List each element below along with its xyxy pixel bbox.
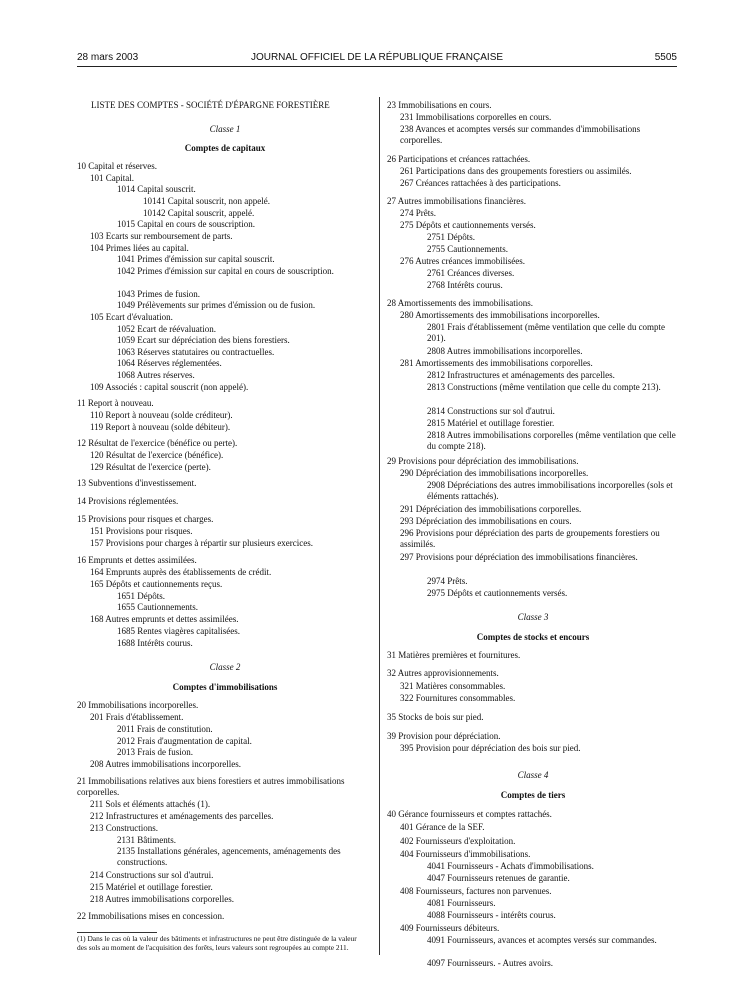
account-275: 275 Dépôts et cautionnements versés. [400,220,536,230]
account-2812: 2812 Infrastructures et aménagements des parcelles. [427,370,615,380]
account-408: 408 Fournisseurs, factures non parvenues. [400,886,552,896]
account-1688: 1688 Intérêts courus. [117,638,193,648]
account-26: 26 Participations et créances rattachées. [387,154,531,164]
account-28: 28 Amortissements des immobilisations. [387,298,533,308]
account-4041: 4041 Fournisseurs - Achats d'immobilisations. [427,861,594,871]
account-1014: 1014 Capital souscrit. [117,184,196,194]
account-1063: 1063 Réserves statutaires ou contractuelles. [117,347,275,357]
account-1651: 1651 Dépôts. [117,591,165,601]
account-1068: 1068 Autres réserves. [117,370,195,380]
account-1052: 1052 Ecart de réévaluation. [117,324,216,334]
account-23: 23 Immobilisations en cours. [387,100,492,110]
account-2751: 2751 Dépôts. [427,232,475,242]
class-1-title: Comptes de capitaux [184,143,266,153]
account-39: 39 Provision pour dépréciation. [387,731,501,741]
account-2975: 2975 Dépôts et cautionnements versés. [427,588,568,598]
account-2974: 2974 Prêts. [427,576,468,586]
account-404: 404 Fournisseurs d'immobilisations. [400,849,531,859]
account-2011: 2011 Frais de constitution. [117,724,213,734]
account-15: 15 Provisions pour risques et charges. [77,514,214,524]
account-211: 211 Sols et éléments attachés (1). [90,799,211,809]
footnote-rule [77,932,157,933]
account-409: 409 Fournisseurs débiteurs. [400,923,500,933]
account-22: 22 Immobilisations mises en concession. [77,911,225,921]
account-4088: 4088 Fournisseurs - intérêts courus. [427,910,556,920]
account-2813: 2813 Constructions (même ventilation que celle du compte 213). [427,382,661,392]
account-281: 281 Amortissements des immobilisations corporelles. [400,358,593,368]
account-40: 40 Gérance fournisseurs et comptes rattachés. [387,809,552,819]
account-21: 21 Immobilisations relatives aux biens forestiers et autres immobilisations corporelles. [77,776,345,797]
account-164: 164 Emprunts auprès des établissements de crédit. [90,567,272,577]
list-title: LISTE DES COMPTES - SOCIÉTÉ D'ÉPARGNE FORESTIÈRE [91,100,330,110]
account-2815: 2815 Matériel et outillage forestier. [427,418,555,428]
account-32: 32 Autres approvisionnements. [387,668,499,678]
account-212: 212 Infrastructures et aménagements des parcelles. [90,811,274,821]
account-213: 213 Constructions. [90,823,159,833]
class-2-title: Comptes d'immobilisations [172,682,278,692]
account-165: 165 Dépôts et cautionnements reçus. [90,579,223,589]
account-12: 12 Résultat de l'exercice (bénéfice ou perte). [77,438,238,448]
account-1685: 1685 Rentes viagères capitalisées. [117,626,240,636]
account-1049: 1049 Prélèvements sur primes d'émission ou de fusion. [117,300,316,310]
account-151: 151 Provisions pour risques. [90,526,193,536]
class-4-title: Comptes de tiers [500,790,566,800]
account-120: 120 Résultat de l'exercice (bénéfice). [90,450,224,460]
account-109: 109 Associés : capital souscrit (non appelé). [90,382,249,392]
account-291: 291 Dépréciation des immobilisations corporelles. [400,504,582,514]
account-10141: 10141 Capital souscrit, non appelé. [143,196,270,206]
account-2761: 2761 Créances diverses. [427,268,515,278]
account-214: 214 Constructions sur sol d'autrui. [90,870,214,880]
account-274: 274 Prêts. [400,208,436,218]
account-1064: 1064 Réserves réglementées. [117,358,222,368]
account-103: 103 Ecarts sur remboursement de parts. [90,231,233,241]
account-1042: 1042 Primes d'émission sur capital en cours de souscription. [117,266,334,276]
header-page-number: 5505 [654,52,677,63]
account-2818: 2818 Autres immobilisations corporelles (même ventilation que celle du compte 218). [427,430,676,451]
account-11: 11 Report à nouveau. [77,398,154,408]
account-402: 402 Fournisseurs d'exploitation. [400,836,516,846]
header-rule [77,66,677,67]
account-208: 208 Autres immobilisations incorporelles. [90,759,241,769]
account-4081: 4081 Fournisseurs. [427,898,496,908]
account-2755: 2755 Cautionnements. [427,244,508,254]
account-13: 13 Subventions d'investissement. [77,478,197,488]
account-105: 105 Ecart d'évaluation. [90,312,173,322]
account-4047: 4047 Fournisseurs retenues de garantie. [427,873,570,883]
account-110: 110 Report à nouveau (solde créditeur). [90,410,233,420]
header-journal-title: JOURNAL OFFICIEL DE LA RÉPUBLIQUE FRANÇAISE [250,52,504,63]
account-1655: 1655 Cautionnements. [117,602,198,612]
account-10142: 10142 Capital souscrit, appelé. [143,208,255,218]
account-321: 321 Matières consommables. [400,681,506,691]
class-3-title: Comptes de stocks et encours [476,632,590,642]
account-129: 129 Résultat de l'exercice (perte). [90,462,211,472]
account-2768: 2768 Intérêts courus. [427,280,503,290]
account-2808: 2808 Autres immobilisations incorporelles. [427,346,583,356]
account-119: 119 Report à nouveau (solde débiteur). [90,422,231,432]
account-290: 290 Dépréciation des immobilisations incorporelles. [400,468,589,478]
account-1059: 1059 Ecart sur dépréciation des biens forestiers. [117,335,290,345]
header-date: 28 mars 2003 [77,52,139,63]
account-2814: 2814 Constructions sur sol d'autrui. [427,406,555,416]
account-296: 296 Provisions pour dépréciation des parts de groupements forestiers ou assimilés. [400,528,660,549]
class-2-heading: Classe 2 [209,662,241,672]
account-2135: 2135 Installations générales, agencements, aménagements des constructions. [117,846,341,867]
account-104: 104 Primes liées au capital. [90,243,189,253]
footnote: (1) Dans le cas où la valeur des bâtiments et infrastructures ne peut être distinguée de la valeur des sols au moment de l'acquisition des forêts, leurs valeurs sont regroupées au compte 211. [77,934,357,952]
account-27: 27 Autres immobilisations financières. [387,196,526,206]
account-231: 231 Immobilisations corporelles en cours. [400,112,552,122]
account-238: 238 Avances et acomptes versés sur commandes d'immobilisations corporelles. [400,124,641,145]
account-31: 31 Matières premières et fournitures. [387,650,521,660]
account-395: 395 Provision pour dépréciation des bois sur pied. [400,743,581,753]
account-2801: 2801 Frais d'établissement (même ventilation que celle du compte 201). [427,322,666,343]
class-4-heading: Classe 4 [517,770,549,780]
account-2012: 2012 Frais d'augmentation de capital. [117,736,252,746]
column-divider [379,97,380,955]
account-2013: 2013 Frais de fusion. [117,747,193,757]
account-14: 14 Provisions réglementées. [77,496,179,506]
account-280: 280 Amortissements des immobilisations incorporelles. [400,310,600,320]
account-4091: 4091 Fournisseurs, avances et acomptes versés sur commandes. [427,935,657,945]
account-29: 29 Provisions pour dépréciation des immobilisations. [387,456,579,466]
account-297: 297 Provisions pour dépréciation des immobilisations financières. [400,552,638,562]
account-1015: 1015 Capital en cours de souscription. [117,219,255,229]
page-header [77,52,677,66]
account-201: 201 Frais d'établissement. [90,712,184,722]
account-2908: 2908 Dépréciations des autres immobilisations incorporelles (sols et éléments rattachés). [427,480,673,501]
account-157: 157 Provisions pour charges à répartir sur plusieurs exercices. [90,538,314,548]
account-4097: 4097 Fournisseurs. - Autres avoirs. [427,958,553,968]
account-401: 401 Gérance de la SEF. [400,822,485,832]
account-276: 276 Autres créances immobilisées. [400,256,525,266]
account-293: 293 Dépréciation des immobilisations en cours. [400,516,572,526]
account-168: 168 Autres emprunts et dettes assimilées. [90,614,239,624]
account-261: 261 Participations dans des groupements forestiers ou assimilés. [400,166,632,176]
account-101: 101 Capital. [90,173,134,183]
account-20: 20 Immobilisations incorporelles. [77,700,199,710]
class-3-heading: Classe 3 [517,612,549,622]
account-267: 267 Créances rattachées à des participations. [400,178,561,188]
class-1-heading: Classe 1 [209,124,241,134]
account-2131: 2131 Bâtiments. [117,835,176,845]
account-10: 10 Capital et réserves. [77,161,157,171]
account-218: 218 Autres immobilisations corporelles. [90,894,234,904]
account-322: 322 Fournitures consommables. [400,693,516,703]
account-1041: 1041 Primes d'émission sur capital souscrit. [117,254,275,264]
account-16: 16 Emprunts et dettes assimilées. [77,555,197,565]
account-35: 35 Stocks de bois sur pied. [387,712,484,722]
account-215: 215 Matériel et outillage forestier. [90,882,213,892]
account-1043: 1043 Primes de fusion. [117,289,200,299]
